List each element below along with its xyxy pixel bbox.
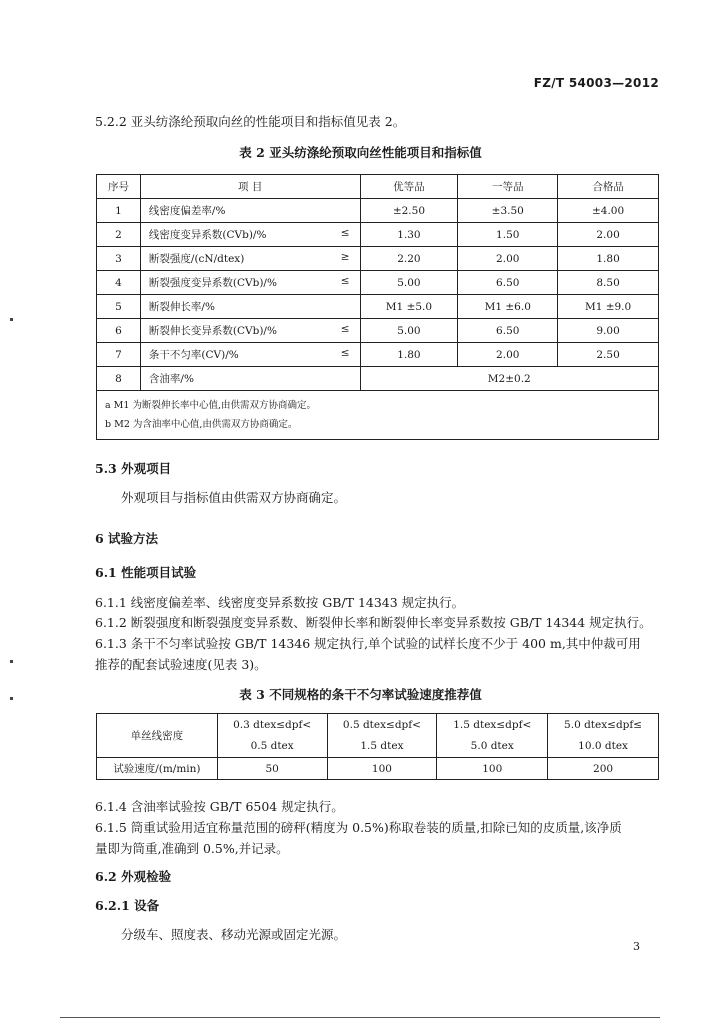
comparison-symbol: ≤ — [340, 275, 350, 287]
row-number: 5 — [97, 295, 141, 319]
clause-6-1-3: 6.1.3 条干不匀率试验按 GB/T 14346 规定执行,单个试验的试样长度不少于 400 m,其中仲裁可用 — [95, 636, 641, 651]
value-premium: 5.00 — [360, 271, 458, 295]
row-label: 试验速度/(m/min) — [97, 758, 218, 780]
table-row — [97, 271, 659, 295]
comparison-symbol: ≥ — [340, 251, 350, 263]
item-cell — [140, 199, 360, 223]
comparison-symbol: ≤ — [340, 227, 350, 239]
table2-header-row — [97, 175, 659, 199]
speed-cell: 50 — [217, 758, 327, 780]
clause-6-1-4: 6.1.4 含油率试验按 GB/T 6504 规定执行。 — [95, 799, 344, 814]
header-cell: 序号 — [97, 175, 141, 199]
row-label: 单丝线密度 — [97, 714, 218, 758]
clause-5-3-text: 外观项目与指标值由供需双方协商确定。 — [121, 490, 347, 505]
spec-cell — [217, 714, 327, 758]
value-premium: 1.80 — [360, 343, 458, 367]
table-2 — [96, 174, 659, 440]
table-row — [97, 247, 659, 271]
table-row — [97, 367, 659, 391]
item-label: 线密度变异系数(CVb)/% — [148, 229, 267, 241]
row-number: 7 — [97, 343, 141, 367]
table2-caption: 表 2 亚头纺涤纶预取向丝性能项目和指标值 — [239, 145, 482, 160]
comparison-symbol: ≤ — [340, 323, 350, 335]
value-qualified: 9.00 — [558, 319, 659, 343]
item-cell — [140, 295, 360, 319]
speed-cell: 200 — [548, 758, 659, 780]
speed-cell: 100 — [437, 758, 548, 780]
item-cell — [140, 247, 360, 271]
item-cell — [140, 343, 360, 367]
table2-footnotes-row — [97, 391, 659, 440]
item-label: 含油率/% — [148, 373, 194, 385]
value-qualified: M1 ±9.0 — [558, 295, 659, 319]
table3-caption: 表 3 不同规格的条干不匀率试验速度推荐值 — [239, 687, 482, 702]
header-cell: 项 目 — [140, 175, 360, 199]
value-qualified: ±4.00 — [558, 199, 659, 223]
value-first: 2.00 — [458, 247, 558, 271]
item-label: 断裂伸长率/% — [148, 301, 215, 313]
item-cell — [140, 319, 360, 343]
item-cell — [140, 367, 360, 391]
clause-5-2-2: 5.2.2 亚头纺涤纶预取向丝的性能项目和指标值见表 2。 — [95, 114, 406, 129]
table-row — [97, 319, 659, 343]
spec-cell — [437, 714, 548, 758]
spec-line: 1.5 dtex≤dpf< — [453, 718, 532, 731]
heading-6-2: 6.2 外观检验 — [95, 869, 172, 884]
table-row — [97, 295, 659, 319]
spec-cell — [327, 714, 437, 758]
heading-6-2-1: 6.2.1 设备 — [95, 898, 160, 913]
clause-6-1-1: 6.1.1 线密度偏差率、线密度变异系数按 GB/T 14343 规定执行。 — [95, 595, 465, 610]
value-premium: M1 ±5.0 — [360, 295, 458, 319]
clause-6-1-3-cont: 推荐的配套试验速度(见表 3)。 — [95, 657, 267, 672]
value-qualified: 2.50 — [558, 343, 659, 367]
spec-line: 1.5 dtex — [360, 739, 404, 752]
value-first: M1 ±6.0 — [458, 295, 558, 319]
row-number: 1 — [97, 199, 141, 223]
row-number: 6 — [97, 319, 141, 343]
table-row — [97, 199, 659, 223]
clause-6-2-1-text: 分级车、照度表、移动光源或固定光源。 — [121, 927, 347, 942]
scan-mark — [10, 660, 13, 663]
clause-6-1-2: 6.1.2 断裂强度和断裂强度变异系数、断裂伸长率和断裂伸长率变异系数按 GB/T 14344 规定执行。 — [95, 615, 652, 630]
value-merged: M2±0.2 — [360, 367, 658, 391]
value-first: 6.50 — [458, 271, 558, 295]
clause-6-1-5-cont: 量即为筒重,准确到 0.5%,并记录。 — [95, 841, 289, 856]
clause-6-1-5: 6.1.5 筒重试验用适宜称量范围的磅秤(精度为 0.5%)称取卷装的质量,扣除已知的皮质量,该净质 — [95, 820, 622, 835]
speed-cell: 100 — [327, 758, 437, 780]
page-bottom-rule — [60, 1017, 660, 1018]
item-label: 断裂强度变异系数(CVb)/% — [148, 277, 277, 289]
footnote-a: a M1 为断裂伸长率中心值,由供需双方协商确定。 — [105, 400, 316, 411]
item-label: 条干不匀率(CV)/% — [148, 349, 239, 361]
comparison-symbol: ≤ — [340, 347, 350, 359]
value-premium: ±2.50 — [360, 199, 458, 223]
scan-mark — [10, 697, 13, 700]
value-qualified: 1.80 — [558, 247, 659, 271]
spec-line: 0.3 dtex≤dpf< — [233, 718, 312, 731]
footnotes-cell — [97, 391, 659, 440]
table-3 — [96, 713, 659, 780]
spec-cell — [548, 714, 659, 758]
value-premium: 5.00 — [360, 319, 458, 343]
value-premium: 2.20 — [360, 247, 458, 271]
header-cell: 优等品 — [360, 175, 458, 199]
heading-6-1: 6.1 性能项目试验 — [95, 565, 197, 580]
value-premium: 1.30 — [360, 223, 458, 247]
header-cell: 合格品 — [558, 175, 659, 199]
spec-line: 0.5 dtex≤dpf< — [342, 718, 421, 731]
row-number: 3 — [97, 247, 141, 271]
footnote-b: b M2 为含油率中心值,由供需双方协商确定。 — [105, 419, 298, 430]
value-first: 6.50 — [458, 319, 558, 343]
value-first: ±3.50 — [458, 199, 558, 223]
value-first: 1.50 — [458, 223, 558, 247]
heading-5-3: 5.3 外观项目 — [95, 461, 172, 476]
item-label: 线密度偏差率/% — [148, 205, 226, 217]
item-cell — [140, 271, 360, 295]
table-row — [97, 758, 659, 780]
header-cell: 一等品 — [458, 175, 558, 199]
item-label: 断裂强度/(cN/dtex) — [148, 253, 245, 265]
heading-6: 6 试验方法 — [95, 531, 159, 546]
table-row — [97, 343, 659, 367]
item-label: 断裂伸长变异系数(CVb)/% — [148, 325, 277, 337]
standard-code: FZ/T 54003—2012 — [533, 76, 659, 90]
spec-line: 0.5 dtex — [250, 739, 294, 752]
value-qualified: 2.00 — [558, 223, 659, 247]
row-number: 8 — [97, 367, 141, 391]
value-qualified: 8.50 — [558, 271, 659, 295]
item-cell — [140, 223, 360, 247]
page-number: 3 — [633, 940, 640, 953]
row-number: 2 — [97, 223, 141, 247]
value-first: 2.00 — [458, 343, 558, 367]
table-row — [97, 714, 659, 758]
table-row — [97, 223, 659, 247]
row-number: 4 — [97, 271, 141, 295]
spec-line: 5.0 dtex≤dpf≤ — [564, 718, 643, 731]
scan-mark — [10, 318, 13, 321]
spec-line: 10.0 dtex — [578, 739, 628, 752]
spec-line: 5.0 dtex — [470, 739, 514, 752]
